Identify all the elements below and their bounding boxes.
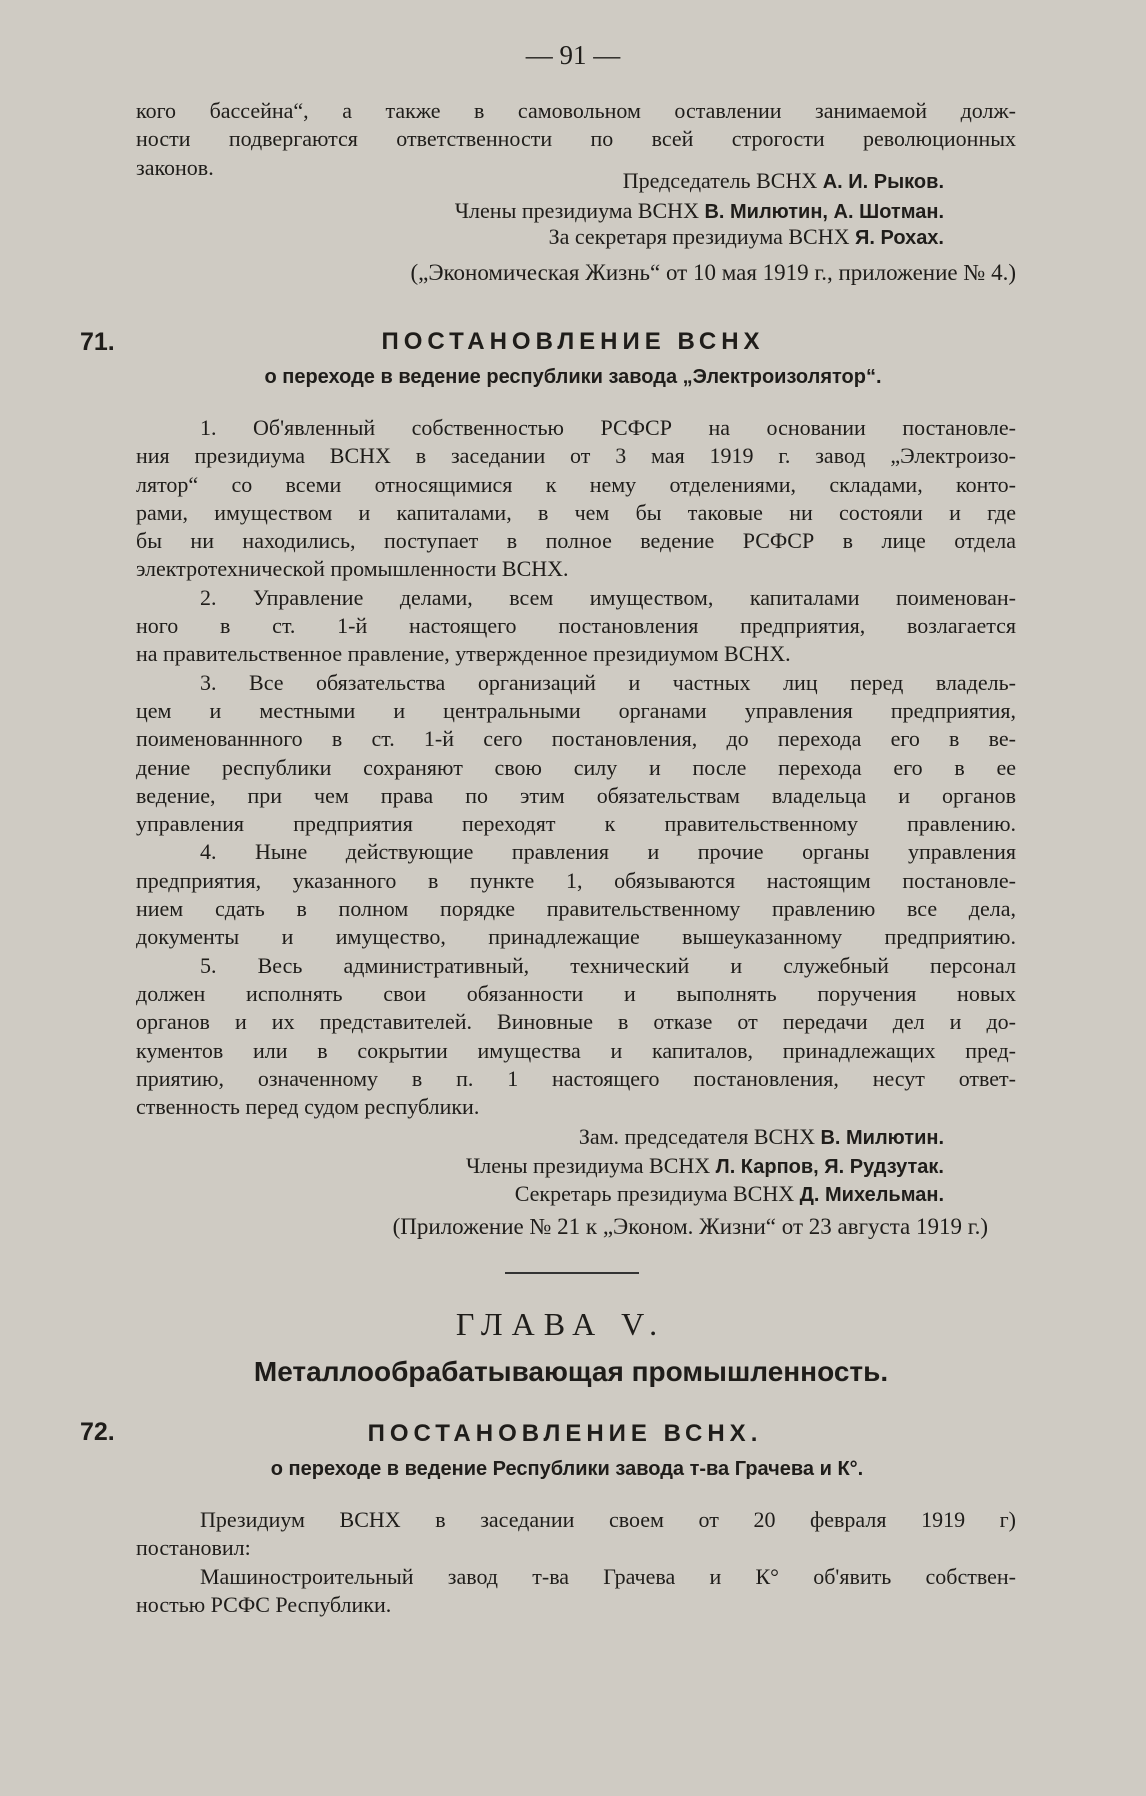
chapter-title: ГЛАВА V.: [455, 1306, 667, 1342]
signature-line: Члены президиума ВСНХ В. Милютин, А. Шотман.: [454, 198, 944, 223]
text-line: документы и имущество, принадлежащие вышеуказанному предприятию.: [136, 924, 1016, 950]
signature-line: Зам. председателя ВСНХ В. Милютин.: [578, 1124, 944, 1149]
text-line: Президиум ВСНХ в заседании своем от 20 февраля 1919 г): [200, 1507, 1016, 1532]
text-line: электротехнической промышленности ВСНХ.: [136, 556, 569, 582]
source-note: („Экономическая Жизнь“ от 10 мая 1919 г., приложение № 4.): [410, 260, 1016, 285]
text-line: поименованнного в ст. 1-й сего постановления, до перехода его в ве-: [136, 726, 1016, 752]
text-line: 4. Ныне действующие правления и прочие органы управления: [200, 839, 1016, 865]
text-line: ственность перед судом республики.: [136, 1094, 480, 1120]
document-heading: ПОСТАНОВЛЕНИЕ ВСНХ: [381, 328, 765, 355]
text-line: цем и местными и центральными органами управления предприятия,: [136, 697, 1016, 723]
text-line: кого бассейна“, а также в самовольном оставлении занимаемой долж-: [136, 98, 1016, 123]
text-line: рами, имуществом и капиталами, в чем бы таковые ни состояли и где: [136, 499, 1016, 525]
text-line: на правительственное правление, утвержденное президиумом ВСНХ.: [136, 641, 791, 667]
text-line: 5. Весь административный, технический и служебный персонал: [200, 952, 1016, 978]
text-line: должен исполнять свои обязанности и выполнять поручения новых: [136, 980, 1016, 1006]
page-number: — 91 —: [525, 40, 621, 70]
text-line: предприятия, указанного в пункте 1, обязываются настоящим постановле-: [136, 867, 1016, 893]
source-note: (Приложение № 21 к „Эконом. Жизни“ от 23 августа 1919 г.): [392, 1214, 988, 1239]
document-number: 72.: [80, 1418, 115, 1446]
text-line: бы ни находились, поступает в полное ведение РСФСР в лице отдела: [136, 528, 1016, 554]
document-subtitle: о переходе в ведение республики завода „Электроизолятор“.: [264, 366, 882, 388]
signature-line: За секретаря президиума ВСНХ Я. Рохах.: [548, 224, 944, 249]
signature-line: Секретарь президиума ВСНХ Д. Михельман.: [514, 1181, 944, 1206]
text-line: нием сдать в полном порядке правительственному правлению все дела,: [136, 896, 1016, 922]
text-line: органов и их представителей. Виновные в отказе от передачи дел и до-: [136, 1009, 1016, 1035]
text-line: 1. Об'явленный собственностью РСФСР на основании постановле-: [200, 415, 1016, 440]
divider: [505, 1272, 639, 1274]
text-line: дение республики сохраняют свою силу и после перехода его в ее: [136, 754, 1016, 780]
document-number: 71.: [80, 328, 115, 356]
text-line: кументов или в сокрытии имущества и капиталов, принадлежащих пред-: [136, 1037, 1016, 1063]
text-line: ведение, при чем права по этим обязательствам владельца и органов: [136, 782, 1016, 808]
text-line: 3. Все обязательства организаций и частных лиц перед владель-: [200, 669, 1016, 695]
text-line: ного в ст. 1-й настоящего постановления предприятия, возлагается: [136, 613, 1016, 639]
text-line: ности подвергаются ответственности по всей строгости революционных: [136, 126, 1016, 152]
signature-line: Председатель ВСНХ А. И. Рыков.: [622, 168, 944, 193]
text-line: постановил:: [136, 1535, 251, 1561]
text-line: законов.: [136, 154, 214, 180]
text-line: приятию, означенному в п. 1 настоящего постановления, несут ответ-: [136, 1065, 1016, 1091]
text-line: управления предприятия переходят к правительственному правлению.: [136, 811, 1016, 837]
document-body: [136, 1506, 1016, 1619]
chapter-subtitle: Металлообрабатывающая промышленность.: [253, 1356, 889, 1387]
document-heading: ПОСТАНОВЛЕНИЕ ВСНХ.: [367, 1420, 763, 1447]
text-line: ния президиума ВСНХ в заседании от 3 мая 1919 г. завод „Электроизо-: [136, 443, 1016, 469]
text-line: 2. Управление делами, всем имуществом, капиталами поименован-: [200, 584, 1016, 610]
document-body: [136, 414, 1016, 1121]
text-line: лятор“ со всеми относящимися к нему отделениями, складами, конто-: [136, 471, 1016, 497]
text-line: Машиностроительный завод т-ва Грачева и К° об'явить собствен-: [200, 1563, 1016, 1589]
signature-line: Члены президиума ВСНХ Л. Карпов, Я. Рудзутак.: [465, 1153, 944, 1178]
text-line: ностью РСФС Республики.: [136, 1591, 392, 1617]
document-subtitle: о переходе в ведение Республики завода т-ва Грачева и К°.: [270, 1458, 864, 1480]
